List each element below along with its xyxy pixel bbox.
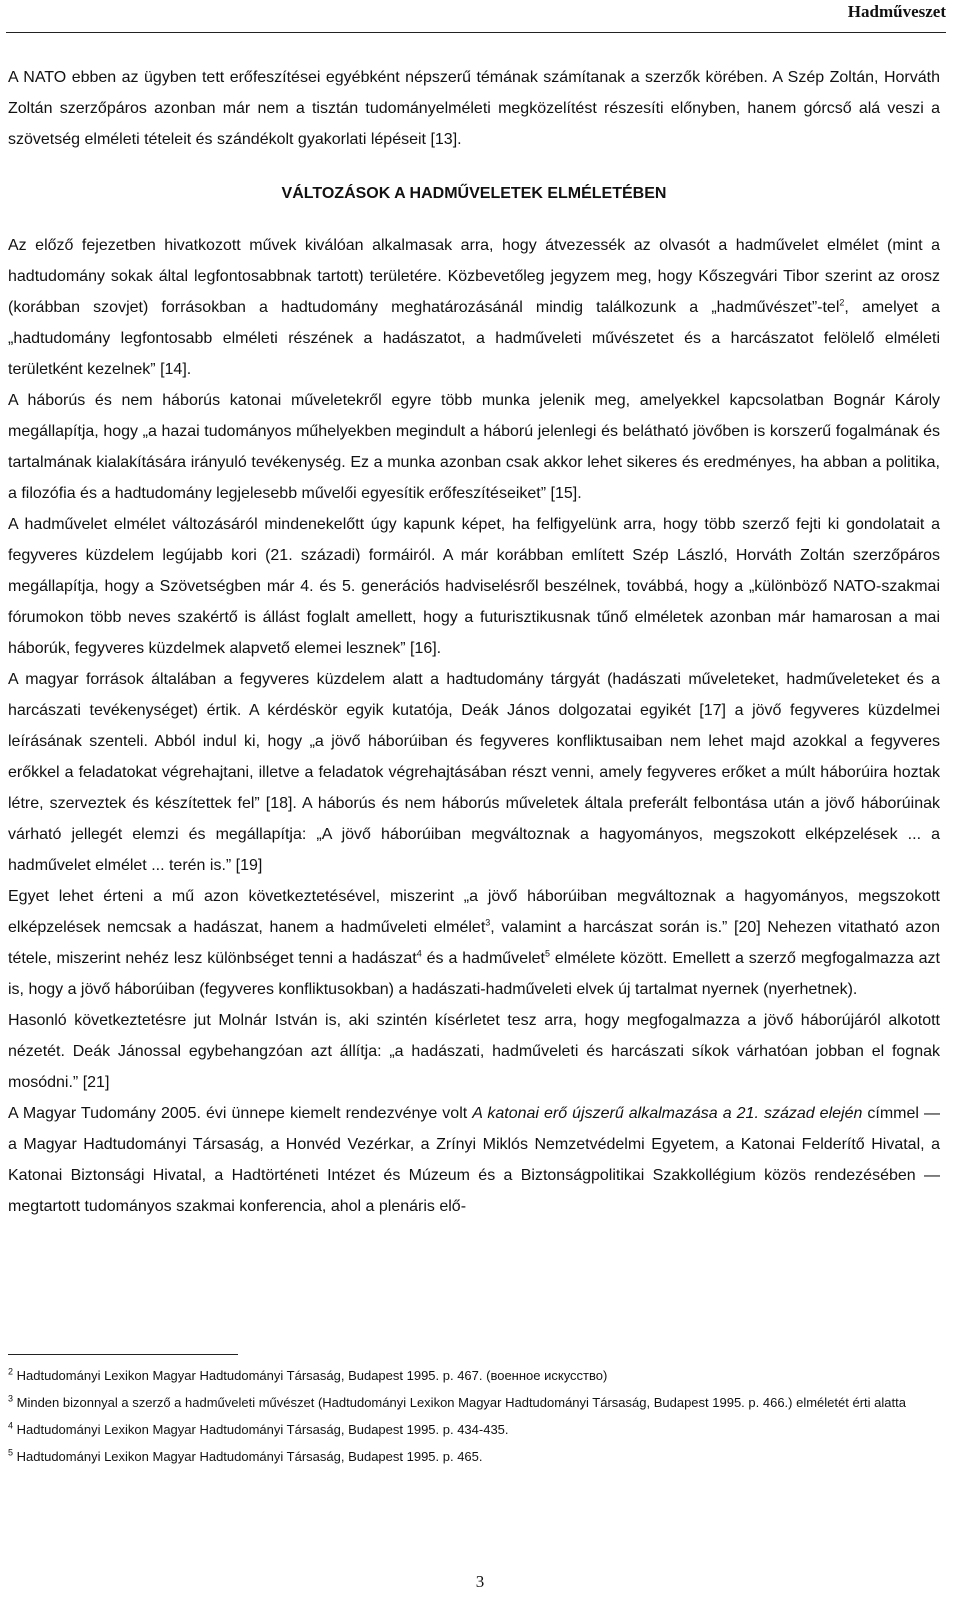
running-header-title: Hadműveszet [847,2,946,21]
footnote-3 [8,1391,940,1414]
footnote-ref-3[interactable]: 3 [485,917,491,928]
paragraph-6-text-d: elmélete között. Emellett a szerző megfogalmazza azt is, hogy a jövő háborúiban (fegyveres konfliktusokban) a hadászati-hadműveleti elvek új tartalmat nyernek (nyerhetnek). [8,950,941,998]
paragraph-8 [8,1098,940,1222]
footnote-number: 3 [8,1393,14,1404]
paragraph-4: A hadművelet elmélet változásáról mindenekelőtt úgy kapunk képet, ha felfigyelünk arra, hogy több szerző fejti ki gondolatait a fegyveres küzdelem legújabb kori (21. századi) formáiról. A már korábban említett Szép László, Horváth Zoltán szerzőpáros megállapítja, hogy a Szövetségben már 4. és 5. generációs hadviselésről beszélnek, továbbá, hogy a „különböző NATO-szakmai fórumokon több neves szakértő is állást foglalt amellett, hogy a futurisztikusnak tűnő elméletek azonban már hamarosan a mai háborúk, fegyveres küzdelmek alapvető elemei lesznek” [16]. [8,516,940,657]
paragraph-2-text-a: Az előző fejezetben hivatkozott művek kiválóan alkalmasak arra, hogy átvezessék az olvasót a hadművelet elmélet (mint a hadtudomány sokak által legfontosabbnak tartott) területére. Közbevetőleg jegyzem meg, hogy Kőszegvári Tibor szerint az orosz (korábban szovjet) forrásokban a hadtudomány meghatározásánál mindig találkozunk a „hadművészet”-tel [8,237,940,316]
paragraph-6 [8,881,940,1005]
footnote-2 [8,1364,940,1387]
paragraph-2-text-b: , amelyet a „hadtudomány legfontosabb elméleti részének a hadászatot, a hadműveleti művészetet és a harcászatot felölelő elméleti területként kezelnek” [14]. [8,299,940,378]
footnote-ref-4[interactable]: 4 [416,948,422,959]
paragraph-3: A háborús és nem háborús katonai műveletekről egyre több munka jelenik meg, amelyekkel kapcsolatban Bognár Károly megállapítja, hogy „a hazai tudományos műhelyekben megindult a háború jelenlegi és belátható jövőben is korszerű fogalmának és tartalmának kialakítására irányuló tevékenység. Ez a munka azonban csak akkor lehet sikeres és eredményes, ha abban a politika, a filozófia és a hadtudomány legjelesebb művelői egyesítik erőfeszítéseiket” [15]. [8,392,940,502]
page-number: 3 [475,1572,485,1591]
paragraph-1: A NATO ebben az ügyben tett erőfeszítései egyébként népszerű témának számítanak a szerzők körében. A Szép Zoltán, Horváth Zoltán szerzőpáros azonban már nem a tisztán tudományelméleti megközelítést részesíti előnyben, hanem górcső alá veszi a szövetség elméleti tételeit és szándékolt gyakorlati lépéseit [13]. [8,69,940,148]
paragraph-8-text-b: címmel — a Magyar Hadtudományi Társaság, a Honvéd Vezérkar, a Zrínyi Miklós Nemzetvédelmi Egyetem, a Katonai Felderítő Hivatal, a Katonai Biztonsági Hivatal, a Hadtörténeti Intézet és Múzeum és a Biztonságpolitikai Szakkollégium közös rendezésében — megtartott tudományos szakmai konferencia, ahol a plenáris elő- [8,1105,940,1215]
page-header [0,0,960,40]
paragraph-7: Hasonló következtetésre jut Molnár István is, aki szintén kísérletet tesz arra, hogy megfogalmazza a jövő háborújáról alkotott nézetét. Deák Jánossal egybehangzóan azt állítja: „a hadászati, hadműveleti és harcászati síkok várhatóan jobban el fognak mosódni.” [21] [8,1012,940,1091]
paragraph-6-text-a: Egyet lehet érteni a mű azon következtetésével, miszerint „a jövő háborúiban megváltoznak a hagyományos, megszokott elképzelések nemcsak a hadászat, hanem a hadműveleti elmélet [8,888,940,936]
footnote-number: 4 [8,1420,14,1431]
footnote-ref-5[interactable]: 5 [544,948,550,959]
footnote-text: Hadtudományi Lexikon Magyar Hadtudományi Társaság, Budapest 1995. p. 465. [13,1449,483,1464]
paragraph-5: A magyar források általában a fegyveres küzdelem alatt a hadtudomány tárgyát (hadászati műveleteket, hadműveleteket és a harcászati tevékenységet) értik. A kérdéskör egyik kutatója, Deák János dolgozatai egyikét [17] a jövő fegyveres küzdelmei leírásának szenteli. Abból indul ki, hogy „a jövő háborúiban és fegyveres konfliktusaiban nem lehet majd azokkal a fegyveres erőkkel a feladatokat végrehajtani, illetve a feladatok végrehajtásában részt venni, amely fegyveres erőket a múlt háborúira hoztak létre, szerveztek és készítettek fel” [18]. A háborús és nem háborús műveletek általa preferált felbontása után a jövő háborúinak várható jellegét elemzi és megállapítja: „A jövő háborúiban megváltoznak a hagyományos, megszokott elképzelések ... a hadművelet elmélet ... terén is.” [19] [8,671,940,874]
footnote-number: 5 [8,1447,14,1458]
footnote-number: 2 [8,1366,14,1377]
footnote-divider [8,1354,238,1355]
footnotes [8,1364,940,1472]
paragraph-6-text-c: és a hadművelet [421,950,545,967]
paragraph-6-text-b: , valamint a harcászat során is.” [20] Nehezen vitatható azon tétele, miszerint nehéz lesz különbséget tenni a hadászat [8,919,941,967]
footnote-5 [8,1445,940,1468]
main-text [8,62,940,1222]
footnote-text: Hadtudományi Lexikon Magyar Hadtudományi Társaság, Budapest 1995. p. 467. (военное искусство) [13,1368,608,1383]
footnote-text: Hadtudományi Lexikon Magyar Hadtudományi Társaság, Budapest 1995. p. 434-435. [13,1422,509,1437]
header-divider [6,32,946,33]
section-heading: VÁLTOZÁSOK A HADMŰVELETEK ELMÉLETÉBEN [281,185,667,202]
footnote-text: Minden bizonnyal a szerző a hadműveleti művészet (Hadtudományi Lexikon Magyar Hadtudományi Társaság, Budapest 1995. p. 466.) elméletét érti alatta [13,1395,906,1410]
footnote-ref-2[interactable]: 2 [839,297,845,308]
paragraph-8-text-a: A Magyar Tudomány 2005. évi ünnepe kiemelt rendezvénye volt [8,1105,473,1122]
conference-title: A katonai erő újszerű alkalmazása a 21. század elején [472,1105,863,1122]
paragraph-2 [8,230,940,385]
footnote-4 [8,1418,940,1441]
